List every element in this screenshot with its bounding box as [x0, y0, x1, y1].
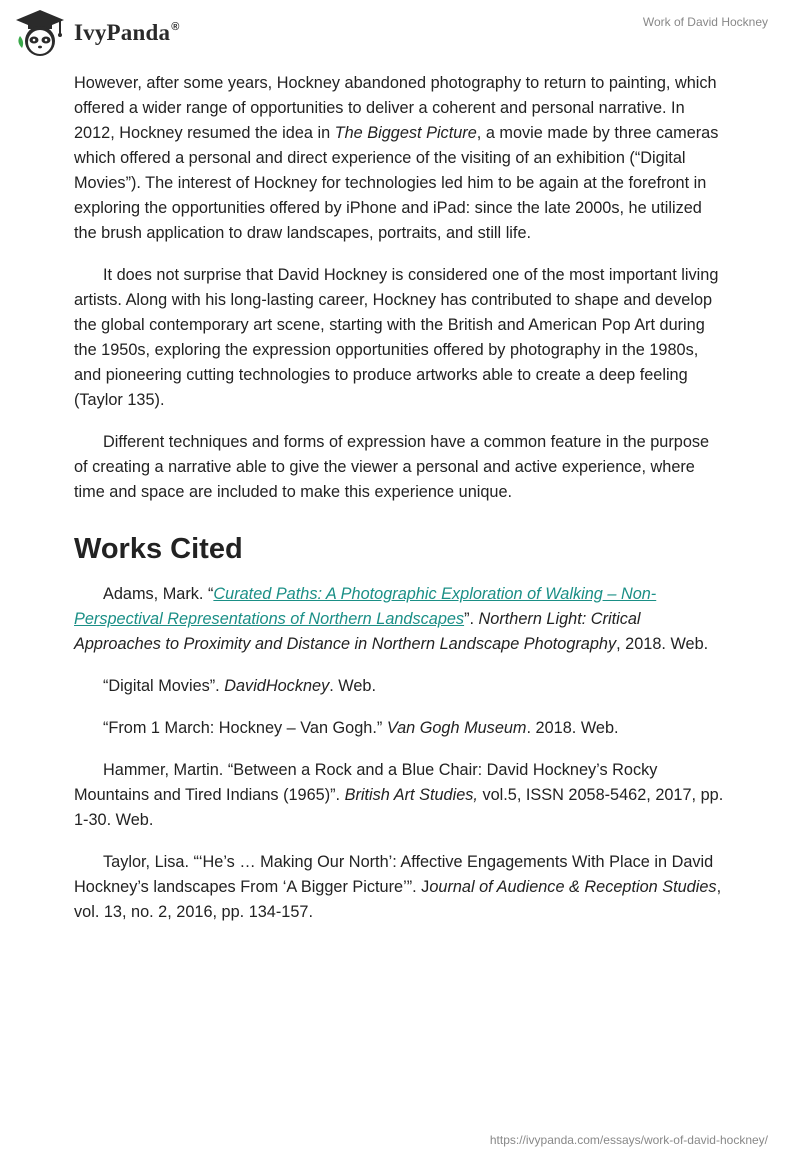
citation-taylor: Taylor, Lisa. “‘He’s … Making Our North’: Affective Engagements With Place in David Hockney’s landscapes From ‘A Bigger Picture’”. Journal of Audience & Reception Studies, vol. 13, no. 2, 2016, pp. 134-157.: [74, 853, 722, 921]
panda-graduate-icon: [14, 8, 66, 58]
footer-url[interactable]: https://ivypanda.com/essays/work-of-david-hockney/: [489, 1133, 768, 1147]
paragraph-2: It does not surprise that David Hockney is considered one of the most important living artists. Along with his long-lasting career, Hockney has contributed to shape and develop the global contemporary art scene, starting with the British and American Pop Art during the 1950s, exploring the expression opportunities offered by photography in the 1980s, and pioneering cutting technologies to produce artworks able to create a deep feeling (Taylor 135).: [74, 266, 719, 409]
document-title: Work of David Hockney: [642, 15, 768, 29]
essay-content: [74, 70, 726, 925]
paragraph-3: Different techniques and forms of expression have a common feature in the purpose of creating a narrative able to give the viewer a personal and active experience, where time and space are included to make this experience unique.: [74, 433, 710, 501]
paragraph-1: However, after some years, Hockney abandoned photography to return to painting, which offered a wider range of opportunities to deliver a coherent and personal narrative. In 2012, Hockney resumed the idea in The Biggest Picture, a movie made by three cameras which offered a personal and direct experience of the visiting of an exhibition (“Digital Movies”). The interest of Hockney for technologies led him to be again at the forefront in exploring the opportunities offered by iPhone and iPad: since the late 2000s, he utilized the brush application to draw landscapes, portraits, and still life.: [74, 74, 719, 242]
ivypanda-logo[interactable]: [14, 8, 180, 58]
citation-van-gogh: “From 1 March: Hockney – Van Gogh.” Van Gogh Museum. 2018. Web.: [103, 719, 619, 737]
page-header: [0, 0, 800, 70]
citation-link-curated-paths[interactable]: Curated Paths: A Photographic Exploration of Walking – Non-Perspectival Representations of Northern Landscapes: [74, 585, 657, 628]
citation-adams: Adams, Mark. “Curated Paths: A Photographic Exploration of Walking – Non-Perspectival Representations of Northern Landscapes”. Northern Light: Critical Approaches to Proximity and Distance in Northern Landscape Photography, 2018. Web.: [74, 585, 709, 653]
brand-name: IvyPanda®: [74, 20, 180, 45]
citation-digital-movies: “Digital Movies”. DavidHockney. Web.: [103, 677, 376, 695]
citation-hammer: Hammer, Martin. “Between a Rock and a Blue Chair: David Hockney’s Rocky Mountains and Tired Indians (1965)”. British Art Studies, vol.5, ISSN 2058-5462, 2017, pp. 1-30. Web.: [74, 761, 724, 829]
works-cited-heading: Works Cited: [74, 533, 243, 565]
